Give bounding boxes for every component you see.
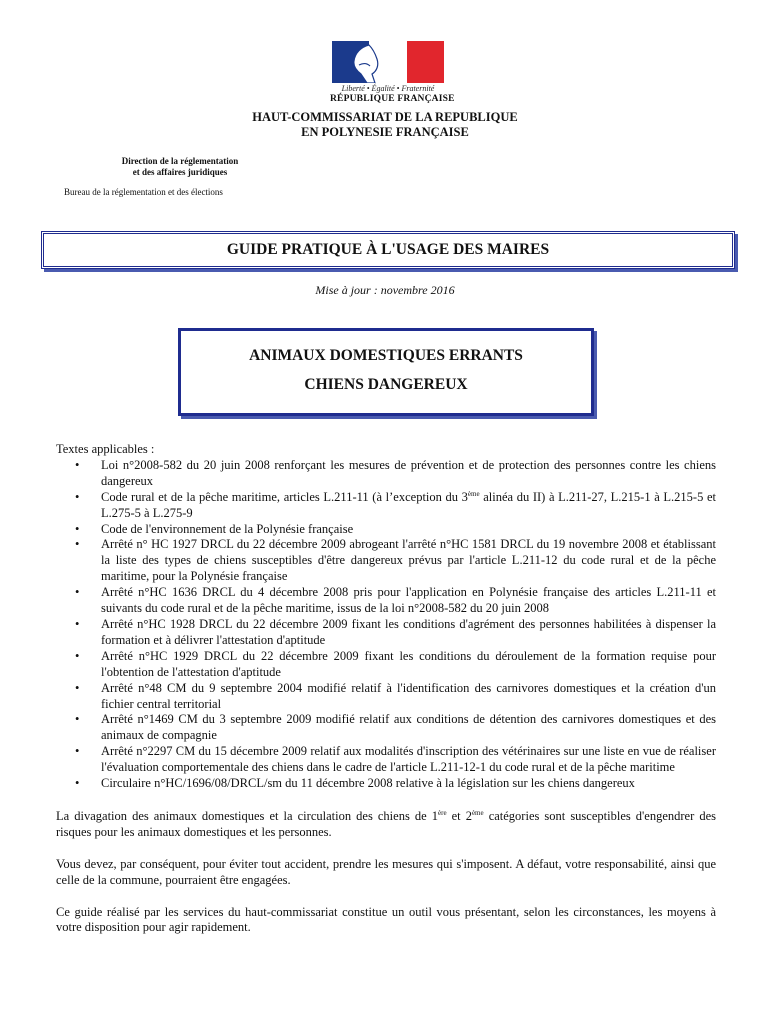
bureau-label: Bureau de la réglementation et des élections (64, 187, 223, 197)
paragraph-guide: Ce guide réalisé par les services du haut-commissariat constitue un outil vous présentant, selon les circonstances, les moyens à votre disposition pour agir rapidement. (56, 904, 716, 935)
republique-francaise-label: RÉPUBLIQUE FRANÇAISE (330, 94, 455, 104)
list-item: • Arrêté n°HC 1928 DRCL du 22 décembre 2009 fixant les conditions d'agrément des personnes habilitées à dispenser la formation et à délivrer l'attestation d'aptitude (56, 617, 716, 649)
list-item: • Code de l'environnement de la Polynésie française (56, 522, 716, 538)
topic-line-2: CHIENS DANGEREUX (304, 376, 468, 393)
applicable-texts-list (56, 458, 716, 792)
list-item: • Loi n°2008-582 du 20 juin 2008 renforçant les mesures de prévention et de protection des personnes contre les chiens dangereux (56, 458, 716, 490)
topic-box (178, 328, 594, 416)
marianne-flag-icon (332, 41, 444, 83)
applicable-texts-heading: Textes applicables : (56, 442, 155, 456)
list-item: • Code rural et de la pêche maritime, articles L.211-11 (à l’exception du 3ème alinéa du II) à L.211-27, L.215-1 à L.215-5 et L.275-5 à L.275-9 (56, 490, 716, 522)
direction-line-1: Direction de la réglementation (121, 156, 239, 166)
direction-line-2: et des affaires juridiques (132, 167, 228, 177)
update-date: Mise à jour : novembre 2016 (315, 283, 455, 297)
document-body (56, 442, 716, 936)
list-item: • Circulaire n°HC/1696/08/DRCL/sm du 11 décembre 2008 relative à la législation sur les chiens dangereux (56, 776, 716, 792)
guide-title: GUIDE PRATIQUE À L'USAGE DES MAIRES (226, 241, 550, 258)
list-item: • Arrêté n°48 CM du 9 septembre 2004 modifié relatif à l'identification des carnivores domestiques et la création d'un fichier central territorial (56, 681, 716, 713)
list-item: • Arrêté n° HC 1927 DRCL du 22 décembre 2009 abrogeant l'arrêté n°HC 1581 DRCL du 19 novembre 2008 et établissant la liste des types de chiens susceptibles d'être dangereux prévus par l'article L.211-12 du code rural et de la pêche maritime, pour la Polynésie française (56, 537, 716, 585)
list-item: • Arrêté n°HC 1636 DRCL du 4 décembre 2008 pris pour l'application en Polynésie française des articles L.211-11 et suivants du code rural et de la pêche maritime, issus de la loi n°2008-582 du 20 juin 2008 (56, 585, 716, 617)
list-item: • Arrêté n°2297 CM du 15 décembre 2009 relatif aux modalités d'inscription des vétérinaires sur une liste en vue de réaliser l'évaluation comportementale des chiens dans le cadre de l'article L.211-12-1 du code rural et de la pêche maritime (56, 744, 716, 776)
republic-motto: Liberté • Égalité • Fraternité (341, 84, 435, 93)
marianne-profile-icon (339, 41, 399, 83)
topic-line-1: ANIMAUX DOMESTIQUES ERRANTS (249, 347, 523, 364)
republique-logo (330, 41, 455, 104)
direction-block (60, 156, 300, 178)
authority-line-1: HAUT-COMMISSARIAT DE LA REPUBLIQUE (252, 110, 518, 124)
issuing-authority (0, 110, 770, 140)
paragraph-responsabilite: Vous devez, par conséquent, pour éviter tout accident, prendre les mesures qui s'imposent. A défaut, votre responsabilité, ainsi que celle de la commune, pourraient être engagées. (56, 856, 716, 887)
authority-line-2: EN POLYNESIE FRANÇAISE (301, 125, 469, 139)
paragraph-divagation: La divagation des animaux domestiques et la circulation des chiens de 1ère et 2ème catégories sont susceptibles d'engendrer des risques pour les animaux domestiques et les personnes. (56, 808, 716, 839)
guide-title-box (41, 231, 735, 269)
list-item: • Arrêté n°HC 1929 DRCL du 22 décembre 2009 fixant les conditions du déroulement de la formation requise pour l'obtention de l'attestation d'aptitude (56, 649, 716, 681)
list-item: • Arrêté n°1469 CM du 3 septembre 2009 modifié relatif aux conditions de détention des carnivores domestiques et des animaux de compagnie (56, 712, 716, 744)
